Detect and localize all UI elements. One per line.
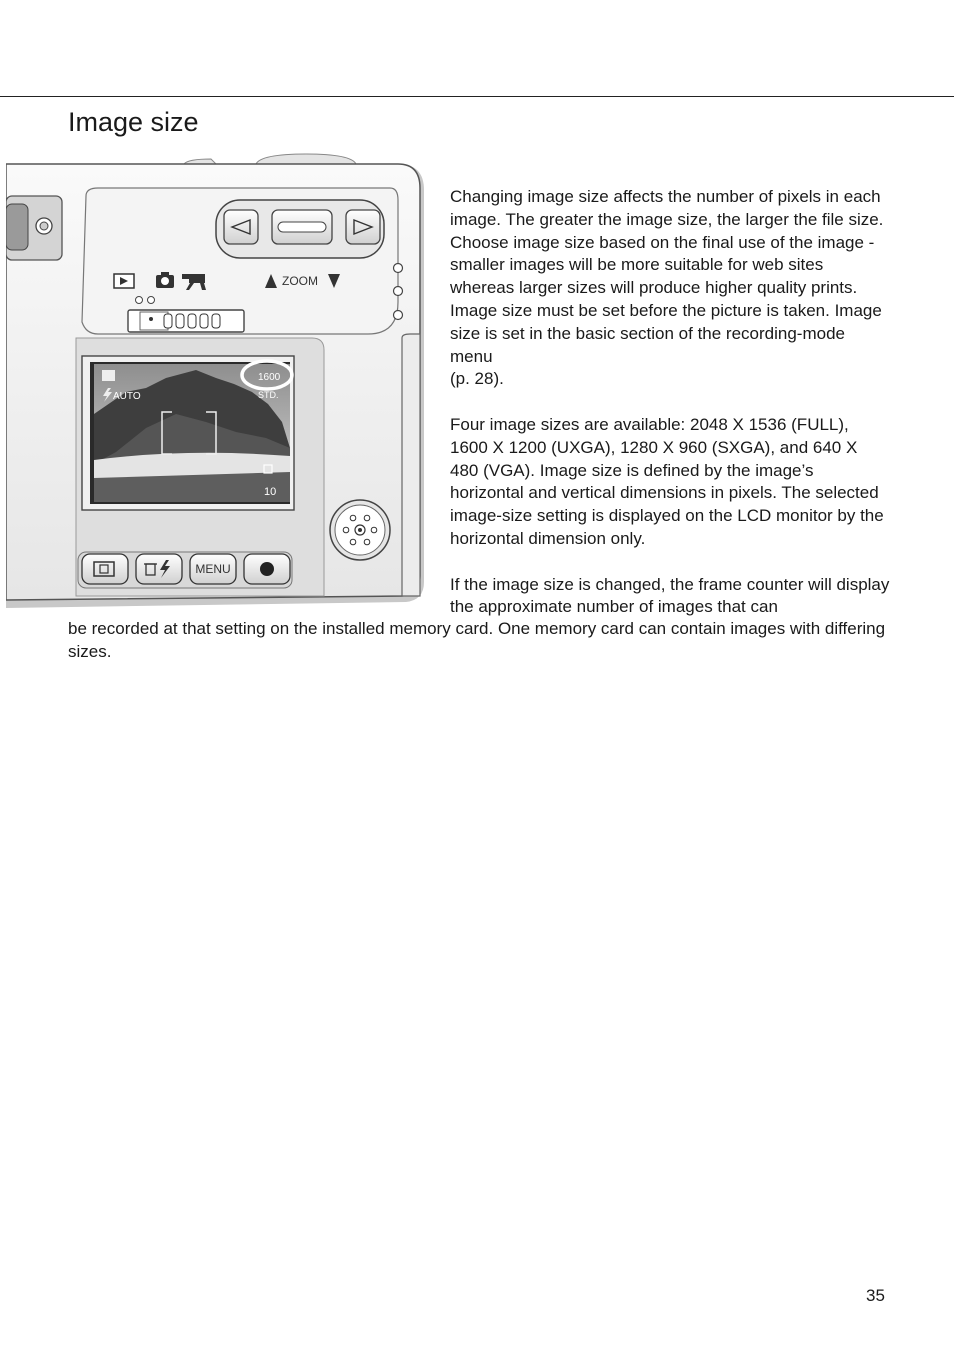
paragraph-2: Four image sizes are available: 2048 X 1536 (FULL), 1600 X 1200 (UXGA), 1280 X 960 (SXGA), and 640 X 480 (VGA). Image size is defined by the image’s horizontal and vertical dimensions in pixels. The selected image-size setting is displayed on the LCD monitor by the horizontal dimension only.	[450, 414, 884, 548]
page-reference: (p. 28).	[450, 369, 504, 389]
lcd-camera-icon	[102, 370, 115, 381]
lcd-image-size: 1600	[258, 372, 281, 383]
paragraph-3-start: If the image size is changed, the frame counter will display the approximate number of images that can	[450, 574, 890, 617]
lcd-monitor	[94, 361, 292, 502]
delete-flash-button	[136, 554, 182, 584]
paragraph-1: Changing image size affects the number of pixels in each image. The greater the image size, the larger the file size. Choose image size based on the final use of the image - smaller images will be more suitable for web sites whereas larger sizes will produce higher quality prints. Image size must be set before the picture is taken. Image size is set in the basic section of the recording-mode menu (p. 28).	[450, 187, 884, 389]
display-button	[82, 554, 128, 584]
page-number: 35	[866, 1286, 885, 1305]
playback-icon	[114, 274, 134, 288]
lcd-frame-counter: 10	[264, 486, 277, 498]
zoom-label: ZOOM	[282, 274, 318, 288]
menu-button-label: MENU	[195, 562, 231, 576]
body-text	[450, 186, 890, 619]
camera-back-illustration	[6, 152, 438, 612]
paragraph-3-end: be recorded at that setting on the installed memory card. One memory card can contain images with differing sizes.	[68, 619, 886, 661]
lcd-flash-mode: AUTO	[113, 391, 141, 402]
page-title: Image size	[68, 107, 199, 137]
header-rule	[0, 96, 954, 97]
lcd-quality: STD.	[258, 390, 279, 400]
